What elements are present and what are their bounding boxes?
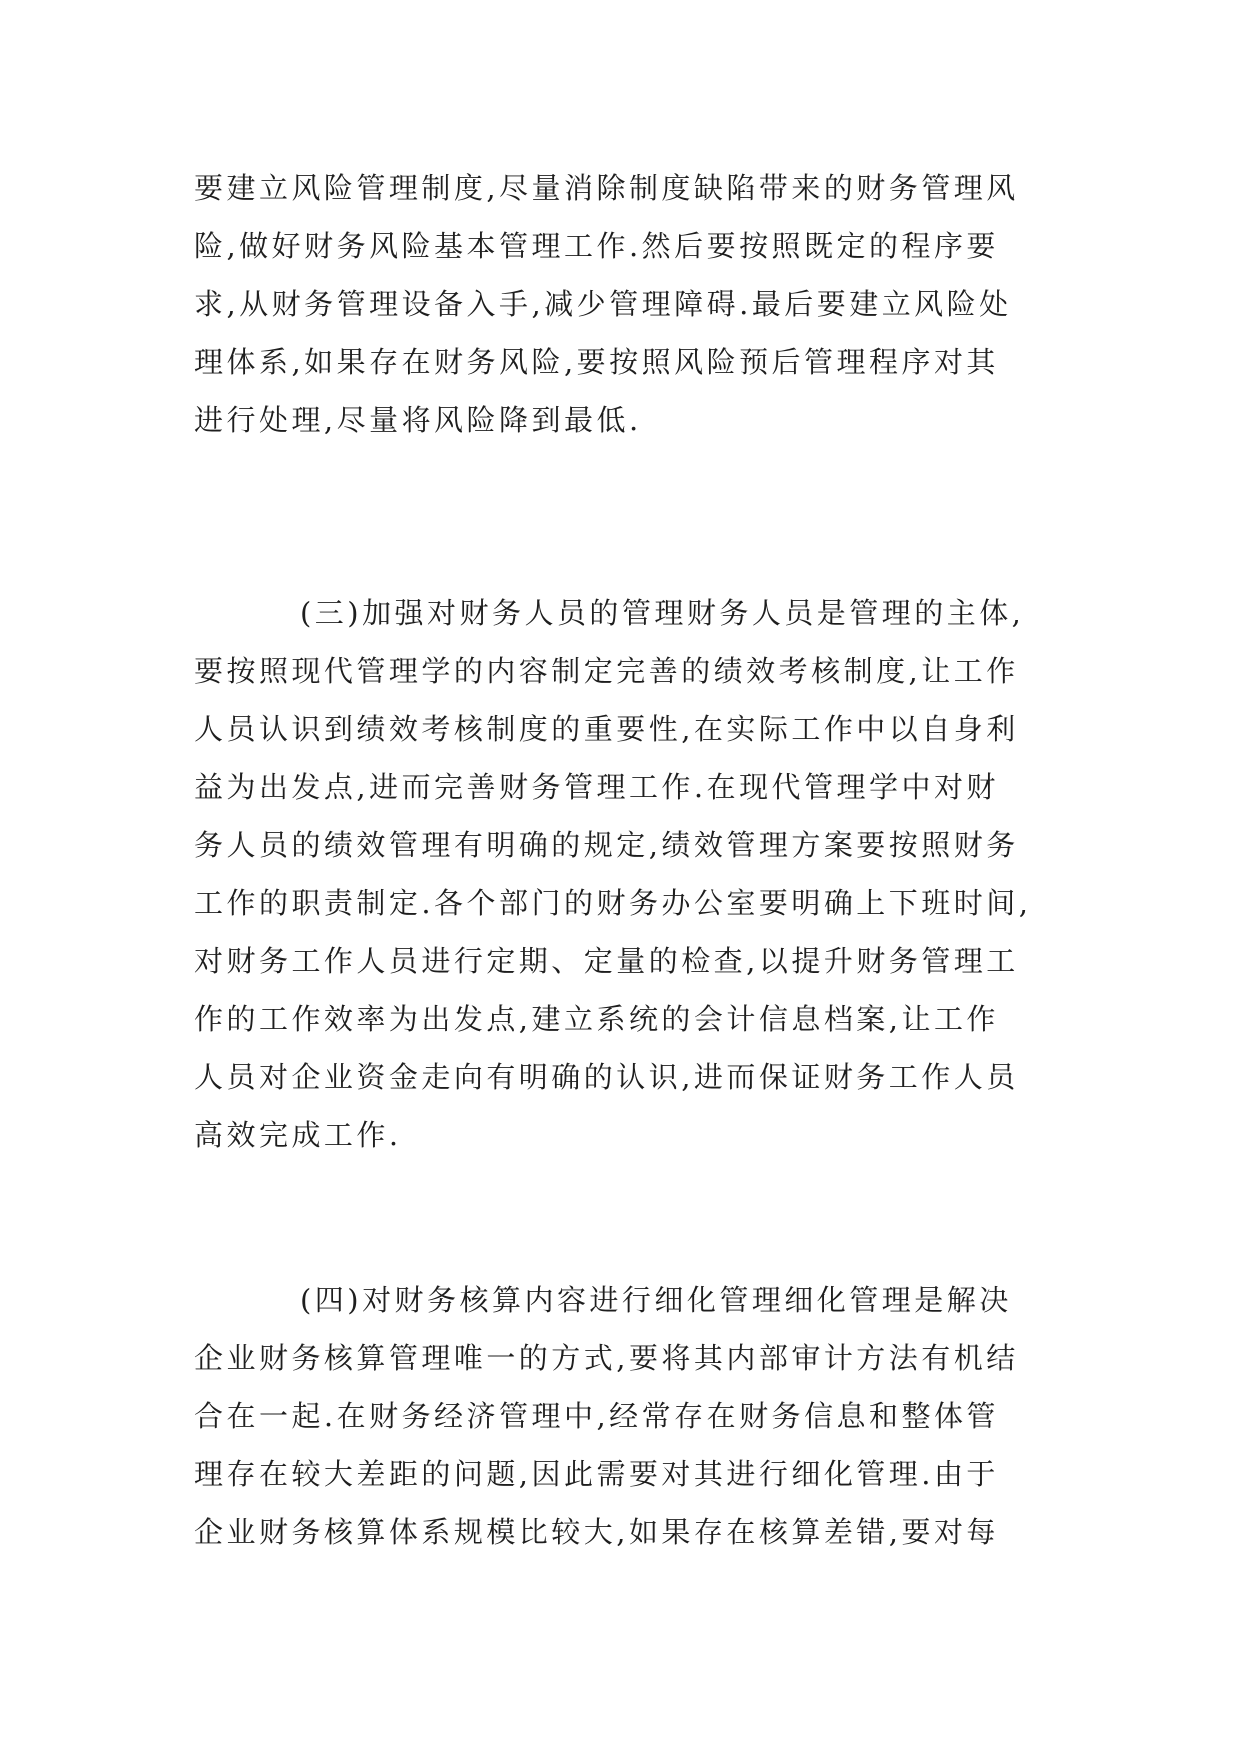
text-line: 求,从财务管理设备入手,减少管理障碍.最后要建立风险处 (194, 287, 1012, 321)
paragraph-section-four (194, 1271, 1064, 1561)
text-line: 要按照现代管理学的内容制定完善的绩效考核制度,让工作 (194, 654, 1019, 688)
text-line: 合在一起.在财务经济管理中,经常存在财务信息和整体管 (194, 1399, 999, 1433)
text-line: 作的工作效率为出发点,建立系统的会计信息档案,让工作 (194, 1002, 999, 1036)
text-line: 理存在较大差距的问题,因此需要对其进行细化管理.由于 (194, 1457, 999, 1491)
section-heading-line: (三)加强对财务人员的管理财务人员是管理的主体, (300, 596, 1025, 630)
text-line: 人员认识到绩效考核制度的重要性,在实际工作中以自身利 (194, 712, 1019, 746)
text-line: 益为出发点,进而完善财务管理工作.在现代管理学中对财 (194, 770, 999, 804)
paragraph-risk-management (194, 159, 1064, 449)
text-line: 企业财务核算管理唯一的方式,要将其内部审计方法有机结 (194, 1341, 1019, 1375)
text-line: 对财务工作人员进行定期、定量的检查,以提升财务管理工 (194, 944, 1019, 978)
paragraph-section-three (194, 584, 1064, 1164)
text-line: 工作的职责制定.各个部门的财务办公室要明确上下班时间, (194, 886, 1032, 920)
text-line: 企业财务核算体系规模比较大,如果存在核算差错,要对每 (194, 1515, 999, 1549)
text-line: 人员对企业资金走向有明确的认识,进而保证财务工作人员 (194, 1060, 1019, 1094)
text-line: 理体系,如果存在财务风险,要按照风险预后管理程序对其 (194, 345, 999, 379)
text-line: 高效完成工作. (194, 1118, 402, 1152)
text-line: 务人员的绩效管理有明确的规定,绩效管理方案要按照财务 (194, 828, 1019, 862)
text-line: 要建立风险管理制度,尽量消除制度缺陷带来的财务管理风 (194, 171, 1019, 205)
text-line: 险,做好财务风险基本管理工作.然后要按照既定的程序要 (194, 229, 999, 263)
section-heading-line: (四)对财务核算内容进行细化管理细化管理是解决 (300, 1283, 1012, 1317)
text-line: 进行处理,尽量将风险降到最低. (194, 403, 642, 437)
